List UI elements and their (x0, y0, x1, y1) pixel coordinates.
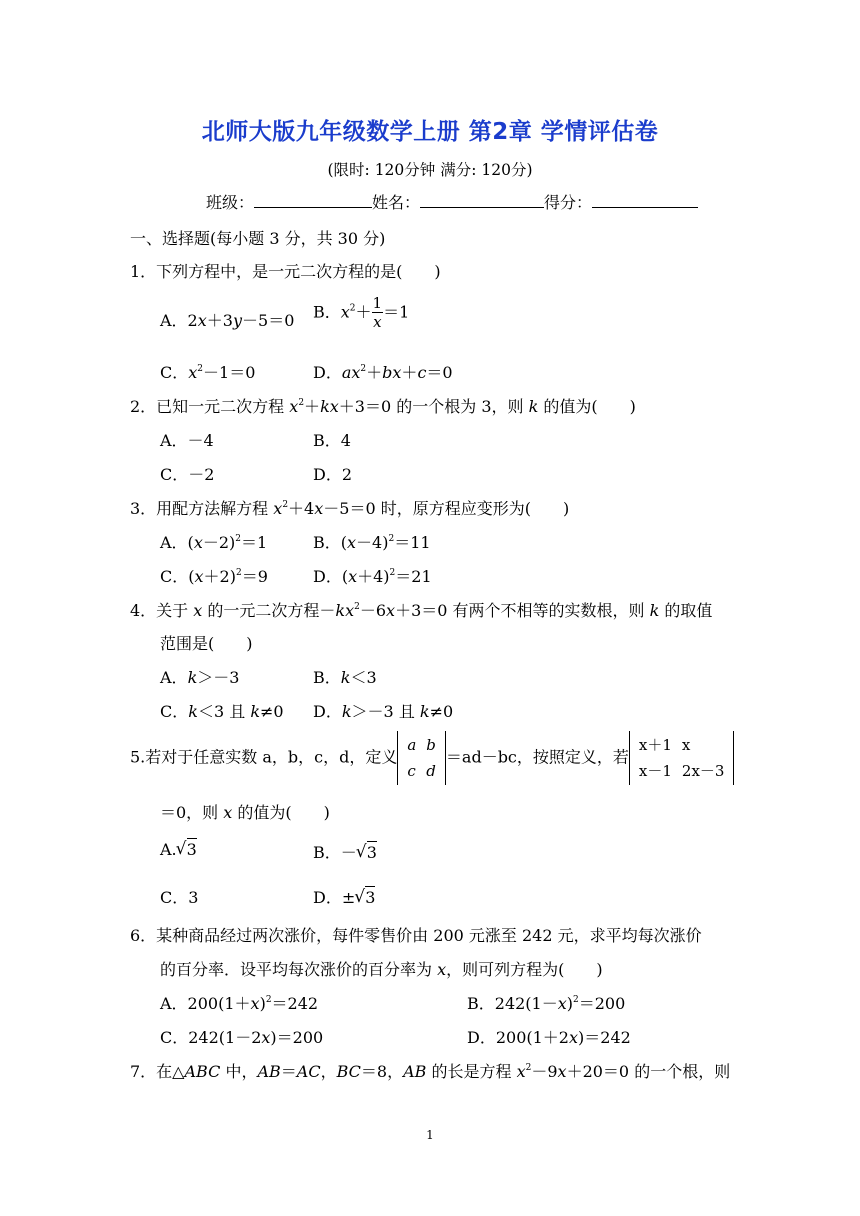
q6-option-a: A．$200(1+x)^2=242$ (160, 994, 319, 1013)
fraction: $\frac{1}{x}$ (372, 294, 383, 331)
question-6-stem-cont: 的百分率．设平均每次涨价的百分率为 x，则可列方程为( ) (160, 960, 603, 979)
student-info-line (206, 190, 698, 213)
section-heading: 一、选择题(每小题 3 分，共 30 分) (130, 229, 386, 248)
q3-option-b: B．$(x-4)^2=11$ (313, 533, 431, 552)
q2-option-c: C．－2 (160, 465, 215, 484)
q5-option-b: B．－√ 3 (313, 840, 377, 863)
page-title: 北师大版九年级数学上册 第2章 学情评估卷 (201, 119, 659, 145)
q4-option-c: C．k＜3 且 k≠0 (160, 702, 284, 721)
q3-option-d: D．$(x+4)^2=21$ (313, 567, 432, 586)
q4-option-b: B．k＜3 (313, 668, 377, 687)
sqrt-symbol: √ 3 (177, 840, 197, 859)
question-4-stem-cont: 范围是( ) (160, 634, 253, 653)
q2-option-a: A．－4 (160, 431, 214, 450)
determinant-definition: a b c d (397, 731, 446, 785)
exam-subtitle: (限时: 120分钟 满分: 120分) (327, 161, 533, 179)
q6-option-d: D．200(1＋2x)＝242 (467, 1028, 631, 1047)
score-blank[interactable] (592, 193, 698, 208)
q6-option-b: B．$242(1-x)^2=200$ (467, 994, 626, 1013)
question-3-stem: 3．用配方法解方程 $x^2+4x-5=0$ 时，原方程应变形为( ) (130, 499, 570, 518)
q5-option-d: D．±√ 3 (313, 885, 375, 908)
q2-option-b: B．4 (313, 431, 351, 450)
q3-option-c: C．$(x+2)^2=9$ (160, 567, 268, 586)
q2-option-d: D．2 (313, 465, 353, 484)
q6-option-c: C．242(1－2x)＝200 (160, 1028, 324, 1047)
sqrt-symbol: √ 3 (355, 888, 375, 907)
q1-option-c: C．$x^2-1=0$ (160, 363, 256, 382)
q5-stem-prefix: 5.若对于任意实数 a，b，c，d，定义 (130, 747, 398, 767)
q4-option-d: D．k＞－3 且 k≠0 (313, 702, 454, 721)
q4-option-a: A．k＞－3 (160, 668, 240, 687)
name-label: 姓名： (372, 193, 421, 212)
question-5-stem (130, 731, 734, 785)
class-blank[interactable] (254, 193, 372, 208)
question-6-stem: 6．某种商品经过两次涨价，每件零售价由 200 元涨至 242 元，求平均每次涨价 (130, 926, 702, 945)
page-number: 1 (426, 1128, 434, 1142)
q3-option-a: A．$(x-2)^2=1$ (160, 533, 268, 552)
q5-stem-mid: ＝ad－bc，按照定义，若 (445, 747, 629, 767)
q1-option-b: B．$x^2+$ $\frac{1}{x}$ ＝1 (313, 294, 410, 331)
name-blank[interactable] (420, 193, 544, 208)
q5-option-a: A.√ 3 (160, 840, 197, 859)
question-5-stem-cont: ＝0，则 x 的值为( ) (160, 803, 330, 822)
determinant-condition: x＋1 x x－1 2x－3 (629, 731, 735, 785)
question-7-stem: 7．在△ABC 中，AB＝AC，BC＝8，AB 的长是方程 $x^2-9x+20=0$ 的一个根，则 (130, 1062, 731, 1081)
sqrt-symbol: √ 3 (357, 843, 377, 862)
q5-option-c: C．3 (160, 888, 199, 907)
q1-option-d: D．$ax^2+bx+c=0$ (313, 363, 453, 382)
question-2-stem: 2．已知一元二次方程 $x^2+kx+3=0$ 的一个根为 3，则 k 的值为( ) (130, 397, 636, 416)
question-1-stem: 1．下列方程中，是一元二次方程的是( ) (130, 262, 441, 281)
q1-option-a: A．2x＋3y－5＝0 (160, 311, 295, 330)
question-4-stem: 4．关于 x 的一元二次方程$-kx^2-6x+3=0$ 有两个不相等的实数根，则 k 的取值 (130, 601, 713, 620)
class-label: 班级： (206, 193, 255, 212)
score-label: 得分： (544, 193, 593, 212)
